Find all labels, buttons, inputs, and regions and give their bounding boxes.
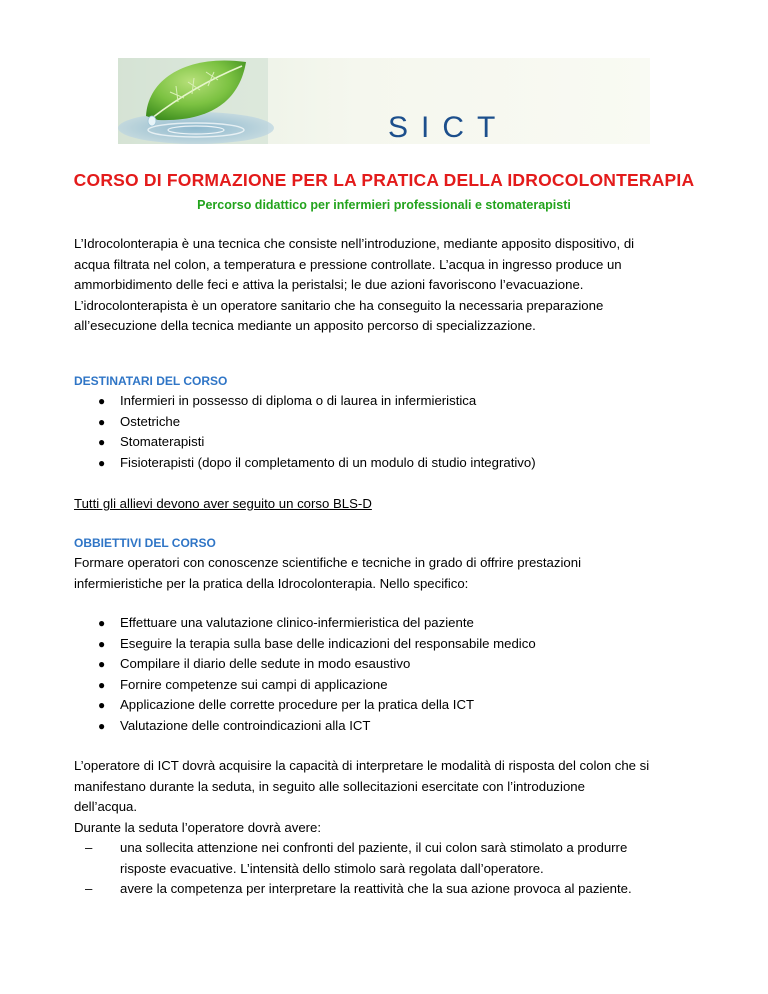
document-subtitle: Percorso didattico per infermieri professionali e stomaterapisti: [197, 198, 571, 212]
intro-line: all’esecuzione della tecnica mediante un apposito percorso di specializzazione.: [74, 318, 536, 334]
obiettivi-list: [74, 613, 536, 737]
list-item: ● Effettuare una valutazione clinico-infermieristica del paziente: [98, 615, 474, 630]
list-item: ● Applicazione delle corrette procedure per la pratica della ICT: [98, 697, 475, 713]
intro-paragraph: [74, 234, 714, 337]
intro-line: ammorbidimento delle feci e attiva la peristalsi; le due azioni favoriscono l’evacuazione.: [74, 277, 584, 293]
destinatari-list: [74, 391, 536, 473]
list-item: ● Stomaterapisti: [98, 434, 205, 450]
leaf-water-drop-icon: [118, 58, 650, 144]
intro-line: L’Idrocolonterapia è una tecnica che consiste nell’introduzione, mediante apposito dispositivo, di: [74, 236, 635, 251]
list-item: ● Fisioterapisti (dopo il completamento di un modulo di studio integrativo): [98, 454, 536, 470]
sict-banner-logo: [118, 58, 650, 144]
list-item: ● Valutazione delle controindicazioni alla ICT: [98, 717, 371, 733]
obiettivi-intro-line: Formare operatori con conoscenze scientifiche e tecniche in grado di offrire prestazioni: [74, 555, 582, 570]
operatore-line: manifestano durante la seduta, in seguito alle sollecitazioni esercitate con l’introduzione: [74, 778, 585, 794]
obiettivi-intro: [74, 553, 714, 594]
bls-d-note: Tutti gli allievi devono aver seguito un corso BLS-D: [74, 496, 372, 511]
operatore-line: Durante la seduta l’operatore dovrà avere:: [74, 819, 322, 835]
list-item: ● Fornire competenze sui campi di applicazione: [98, 676, 388, 692]
operatore-line: L’operatore di ICT dovrà acquisire la capacità di interpretare le modalità di risposta del colon che si: [74, 758, 650, 773]
list-item: ● Eseguire la terapia sulla base delle indicazioni del responsabile medico: [98, 635, 536, 651]
list-item: – avere la competenza per interpretare la reattività che la sua azione provoca al paziente.: [85, 881, 632, 897]
list-item: ● Infermieri in possesso di diploma o di laurea in infermieristica: [98, 393, 477, 408]
operatore-line: dell’acqua.: [74, 799, 138, 815]
operatore-dash-list: [74, 838, 714, 900]
obiettivi-intro-line: infermieristiche per la pratica della Idrocolonterapia. Nello specifico:: [74, 575, 469, 591]
section-heading-destinatari: DESTINATARI DEL CORSO: [74, 374, 228, 388]
intro-line: L’idrocolonterapista è un operatore sanitario che ha conseguito la necessaria preparazione: [74, 297, 604, 313]
brand-name: SICT: [388, 111, 509, 144]
document-title: CORSO DI FORMAZIONE PER LA PRATICA DELLA IDROCOLONTERAPIA: [73, 170, 695, 190]
list-item: ● Ostetriche: [98, 413, 181, 429]
list-item: ● Compilare il diario delle sedute in modo esaustivo: [98, 656, 411, 672]
intro-line: acqua filtrata nel colon, a temperatura e pressione controllate. L’acqua in ingresso produce un: [74, 256, 622, 272]
operatore-paragraph: [74, 756, 734, 838]
list-item: – una sollecita attenzione nei confronti del paziente, il cui colon sarà stimolato a produrre risposte evacuative. L’intensità dello stimolo sarà regolata dall’operatore.: [85, 840, 628, 876]
section-heading-obiettivi: OBBIETTIVI DEL CORSO: [74, 536, 216, 550]
